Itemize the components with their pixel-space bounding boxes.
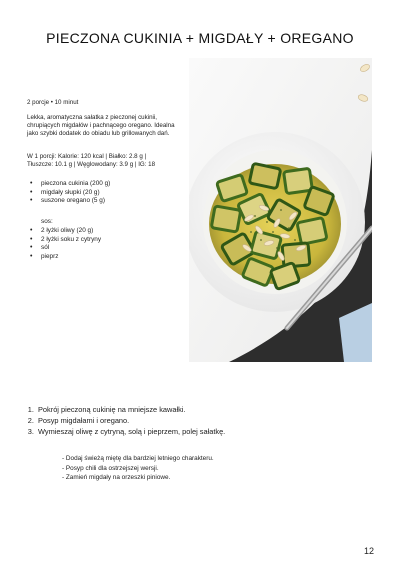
intro-text: Lekka, aromatyczna sałatka z pieczonej cukinii, chrupiących migdałów i pachnącego oregano. Idealna jako szybki dodatek do obiadu lub grillowanych dań. — [27, 114, 175, 138]
ingredient-item: • pieczona cukinia (200 g) — [41, 180, 110, 189]
tip-item: - Dodaj świeżą miętę dla bardziej letniego charakteru. — [62, 455, 214, 462]
tip-item: - Zamień migdały na orzeszki piniowe. — [62, 474, 171, 482]
preparation-steps — [22, 404, 225, 438]
ingredient-item: • suszone oregano (5 g) — [41, 197, 110, 206]
dish-illustration — [189, 58, 372, 362]
step-item: 1. Pokrój pieczoną cukinię na mniejsze kawałki. — [36, 404, 225, 415]
sauce-ingredients-list — [27, 227, 101, 261]
nutrition-info — [27, 153, 187, 169]
sauce-ingredient-item: • 2 łyżki soku z cytryny — [41, 236, 101, 245]
step-item: 2. Posyp migdałami i oregano. — [36, 415, 225, 426]
sauce-ingredient-item: • 2 łyżki oliwy (20 g) — [41, 227, 101, 236]
sauce-ingredient-item: • sól — [41, 244, 101, 253]
dish-photo — [189, 58, 372, 362]
recipe-intro — [27, 114, 182, 139]
recipe-title: PIECZONA CUKINIA + MIGDAŁY + OREGANO — [46, 30, 354, 46]
step-item: 3. Wymieszaj oliwę z cytryną, solą i pieprzem, polej sałatkę. — [36, 426, 225, 437]
ingredients-list — [27, 180, 110, 206]
page-number: 12 — [363, 546, 374, 556]
sauce-ingredient-item: • pieprz — [41, 253, 101, 262]
tip-item: - Posyp chili dla ostrzejszej wersji. — [62, 464, 159, 472]
nutrition-line-1: W 1 porcji: Kalorie: 120 kcal | Białko: 2.8 g | — [27, 153, 147, 160]
nutrition-line-2: Tłuszcze: 10.1 g | Węglowodany: 3.9 g | IG: 18 — [27, 161, 156, 169]
ingredient-item: • migdały słupki (20 g) — [41, 189, 110, 198]
sauce-label: sos: — [41, 218, 53, 225]
servings-time: 2 porcje • 10 minut — [27, 99, 79, 106]
tips-list — [62, 454, 214, 483]
